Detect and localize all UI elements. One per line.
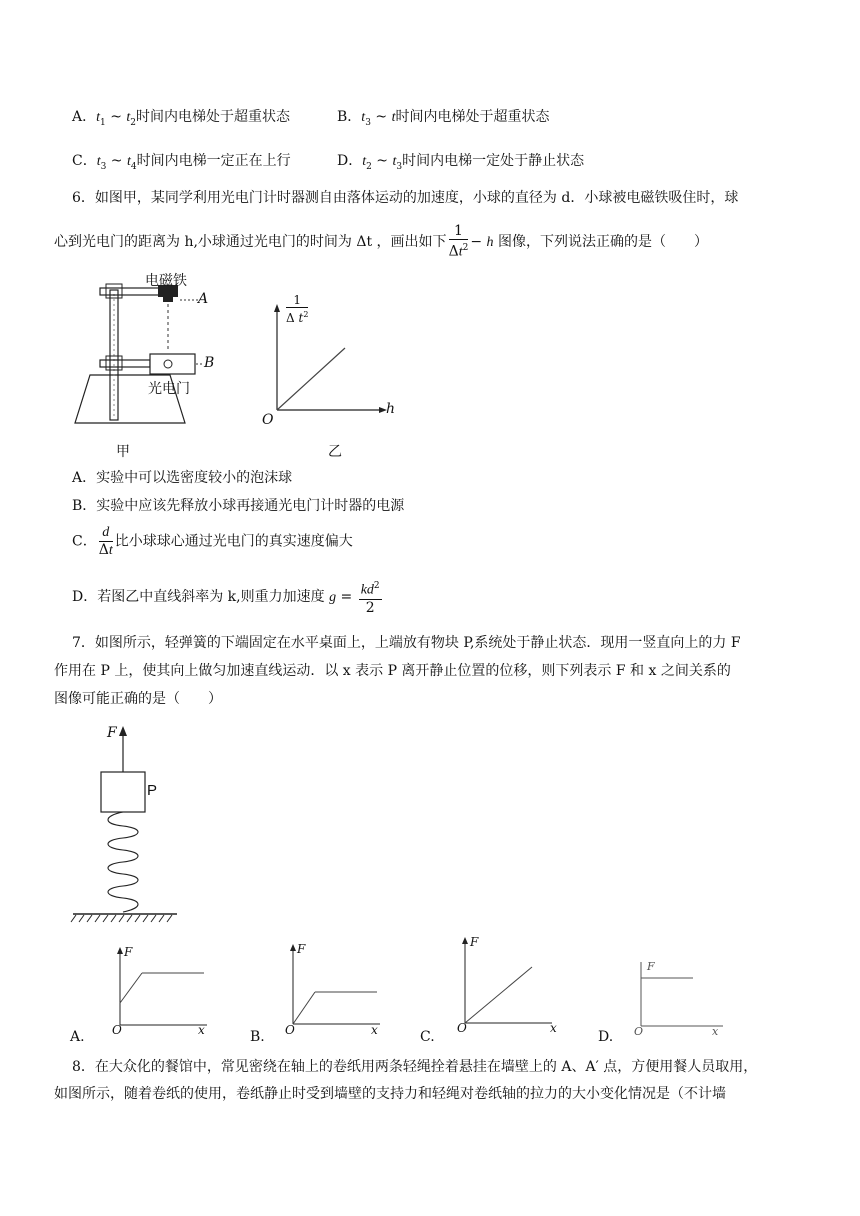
q6-stem-line1: 6．如图甲，某同学利用光电门计时器测自由落体运动的加速度，小球的直径为 d．小球被电磁铁吸住时，球 [72, 190, 739, 206]
graph-a-o: O [112, 1023, 122, 1037]
label-block-p: P [147, 782, 158, 799]
graph-d-o: O [634, 1025, 644, 1038]
graph-c-o: O [457, 1021, 467, 1035]
q7-stem-line1: 7．如图所示，轻弹簧的下端固定在水平桌面上，上端放有物块 P,系统处于静止状态．现用一竖直向上的力 F [72, 635, 741, 651]
q5-option-a: A．$t_1$ ~ $t_2$时间内电梯处于超重状态 [72, 109, 291, 128]
graph-a-f: F [124, 945, 133, 959]
graph-d-f: F [647, 960, 655, 973]
label-point-a: A [198, 291, 209, 307]
graph-a-label: A. [70, 1029, 85, 1045]
q6-stem-line2: 心到光电门的距离为 h,小球通过光电门的时间为 Δt ，画出如下 $\frac{1}{\Delta t^2}$ − h 图像，下列说法正确的是（ ） [54, 223, 708, 260]
label-point-b: B [204, 355, 215, 371]
graph-c-label: C. [420, 1029, 435, 1045]
caption-jia: 甲 [116, 444, 130, 460]
inverse-square-time-graph [265, 300, 395, 420]
q6-option-b: B．实验中应该先释放小球再接通光电门计时器的电源 [72, 498, 405, 514]
graph-yi-x-label: h [386, 401, 396, 417]
graph-b-f: F [297, 942, 306, 956]
graph-yi-y-label: 1 Δ $t^2$ [286, 293, 309, 325]
q8-stem-line2: 如图所示，随着卷纸的使用，卷纸静止时受到墙壁的支持力和轻绳对卷纸轴的拉力的大小变化情况是（不计墙 [54, 1086, 726, 1102]
graph-c-f: F [470, 935, 479, 949]
graph-c [457, 935, 557, 1029]
q6-option-d: D．若图乙中直线斜率为 k,则重力加速度 g = $\frac{kd^2}{2}$ [72, 578, 384, 616]
graph-b-x: x [371, 1023, 378, 1037]
q7-stem-line2: 作用在 P 上，使其向上做匀加速直线运动．以 x 表示 P 离开静止位置的位移，则下列表示 F 和 x 之间关系的 [54, 663, 731, 679]
q5-option-d: D．$t_2$ ~ $t_3$时间内电梯一定处于静止状态 [337, 153, 585, 172]
q8-stem-line1: 8．在大众化的餐馆中，常见密绕在轴上的卷纸用两条轻绳拴着悬挂在墙壁上的 A、A′ 点，方便用餐人员取用， [72, 1059, 758, 1075]
spring-block-figure [70, 722, 185, 927]
caption-yi: 乙 [328, 444, 342, 460]
graph-c-x: x [550, 1021, 557, 1035]
graph-a-x: x [198, 1023, 205, 1037]
q5-option-c: C．$t_3$ ~ $t_4$时间内电梯一定正在上行 [72, 153, 291, 172]
graph-yi-origin: O [262, 412, 274, 428]
graph-d-label: D. [598, 1029, 614, 1045]
q5-option-b: B．$t_3$ ~ t时间内电梯处于超重状态 [337, 109, 550, 128]
q6-option-c: C． $\frac{d}{\Delta t}$ 比小球球心通过光电门的真实速度偏大 [72, 525, 353, 558]
label-photogate: 光电门 [148, 381, 190, 397]
q6-option-a: A．实验中可以选密度较小的泡沫球 [72, 470, 293, 486]
graph-b-label: B. [250, 1029, 265, 1045]
graph-d-x: x [712, 1025, 719, 1038]
graph-b-o: O [285, 1023, 295, 1037]
label-force-f: F [107, 725, 117, 741]
q7-stem-line3: 图像可能正确的是（ ） [54, 691, 222, 707]
label-magnet: 电磁铁 [145, 273, 187, 289]
